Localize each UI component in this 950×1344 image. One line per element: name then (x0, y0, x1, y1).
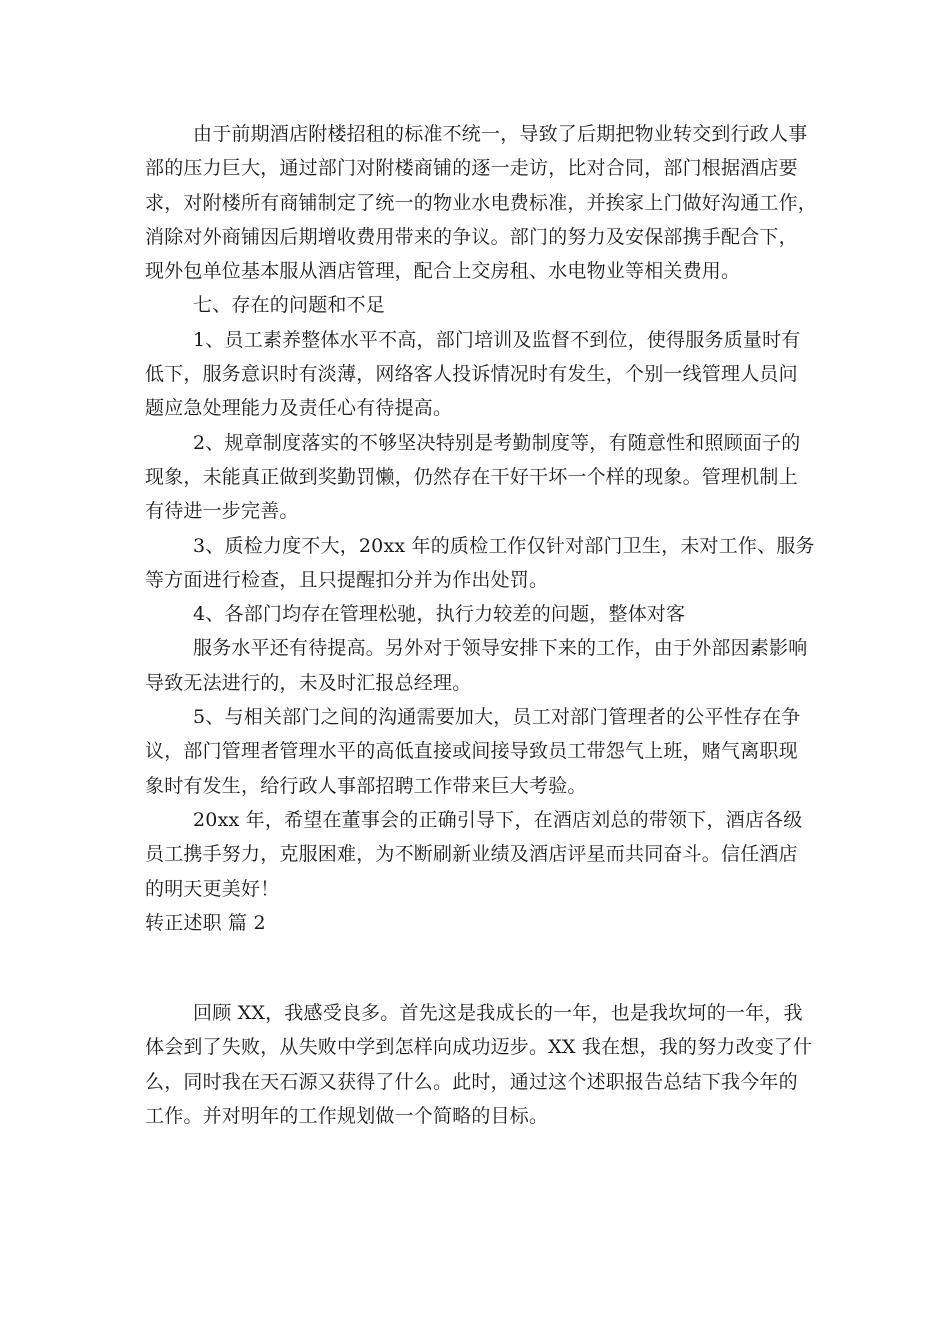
review-paragraph (145, 996, 817, 1133)
text-line: 工作。并对明年的工作规划做一个简略的目标。 (145, 1105, 549, 1128)
text-line: 现象，未能真正做到奖勤罚懒，仍然存在干好干坏一个样的现象。管理机制上 (145, 465, 798, 488)
text-line: 象时有发生，给行政人事部招聘工作带来巨大考验。 (145, 774, 587, 797)
text-line: 由于前期酒店附楼招租的标准不统一，导致了后期把物业转交到行政人事 (193, 123, 808, 145)
text-line: 服务水平还有待提高。另外对于领导安排下来的工作，由于外部因素影响 (193, 637, 808, 660)
text-line: 1、员工素养整体水平不高，部门培训及监督不到位，使得服务质量时有 (193, 328, 801, 351)
text-line: 2、规章制度落实的不够坚决特别是考勤制度等，有随意性和照顾面子的 (193, 431, 801, 454)
closing-paragraph (145, 803, 817, 906)
problem-item-5 (145, 700, 817, 803)
problem-item-4 (145, 597, 817, 700)
text-line: 现外包单位基本服从酒店管理，配合上交房租、水电物业等相关费用。 (145, 260, 741, 283)
problem-item-1 (145, 323, 817, 426)
text-line: 议，部门管理者管理水平的高低直接或间接导致员工带怨气上班，赌气离职现 (145, 740, 798, 763)
text-line: 有待进一步完善。 (145, 500, 299, 523)
text-line: 么，同时我在天石源又获得了什么。此时，通过这个述职报告总结下我今年的 (145, 1070, 798, 1093)
text-line: 求，对附楼所有商铺制定了统一的物业水电费标准，并挨家上门做好沟通工作， (145, 191, 818, 214)
text-line: 的明天更美好！ (145, 877, 280, 900)
intro-paragraph (145, 117, 817, 288)
problem-item-2 (145, 426, 817, 529)
text-line: 部的压力巨大，通过部门对附楼商铺的逐一走访，比对合同，部门根据酒店要 (145, 157, 798, 180)
section-heading: 七、存在的问题和不足 (193, 294, 386, 317)
text-line: 消除对外商铺因后期增收费用带来的争议。部门的努力及安保部携手配合下， (145, 225, 798, 248)
text-line: 20xx 年，希望在董事会的正确引导下，在酒店刘总的带领下，酒店各级 (193, 808, 803, 831)
text-line: 导致无法进行的，未及时汇报总经理。 (145, 671, 472, 694)
text-line: 3、质检力度不大，20xx 年的质检工作仅针对部门卫生，未对工作、服务 (193, 534, 815, 557)
text-line: 回顾 XX，我感受良多。首先这是我成长的一年，也是我坎坷的一年，我 (193, 1002, 803, 1025)
document-page (145, 117, 817, 1133)
problem-item-3 (145, 529, 817, 598)
text-line: 5、与相关部门之间的沟通需要加大，员工对部门管理者的公平性存在争 (193, 706, 801, 729)
text-line: 4、各部门均存在管理松驰，执行力较差的问题，整体对客 (193, 603, 686, 626)
text-line: 员工携手努力，克服困难，为不断刷新业绩及酒店评星而共同奋斗。信任酒店 (145, 843, 798, 866)
text-line: 体会到了失败，从失败中学到怎样向成功迈步。XX 我在想，我的努力改变了什 (145, 1036, 813, 1059)
text-line: 题应急处理能力及责任心有待提高。 (145, 397, 453, 420)
blank-spacer (145, 940, 817, 996)
text-line: 等方面进行检查，且只提醒扣分并为作出处罚。 (145, 568, 549, 591)
text-line: 低下，服务意识时有淡薄，网络客人投诉情况时有发生，个别一线管理人员问 (145, 363, 798, 386)
section-title: 转正述职 篇 2 (145, 911, 266, 934)
